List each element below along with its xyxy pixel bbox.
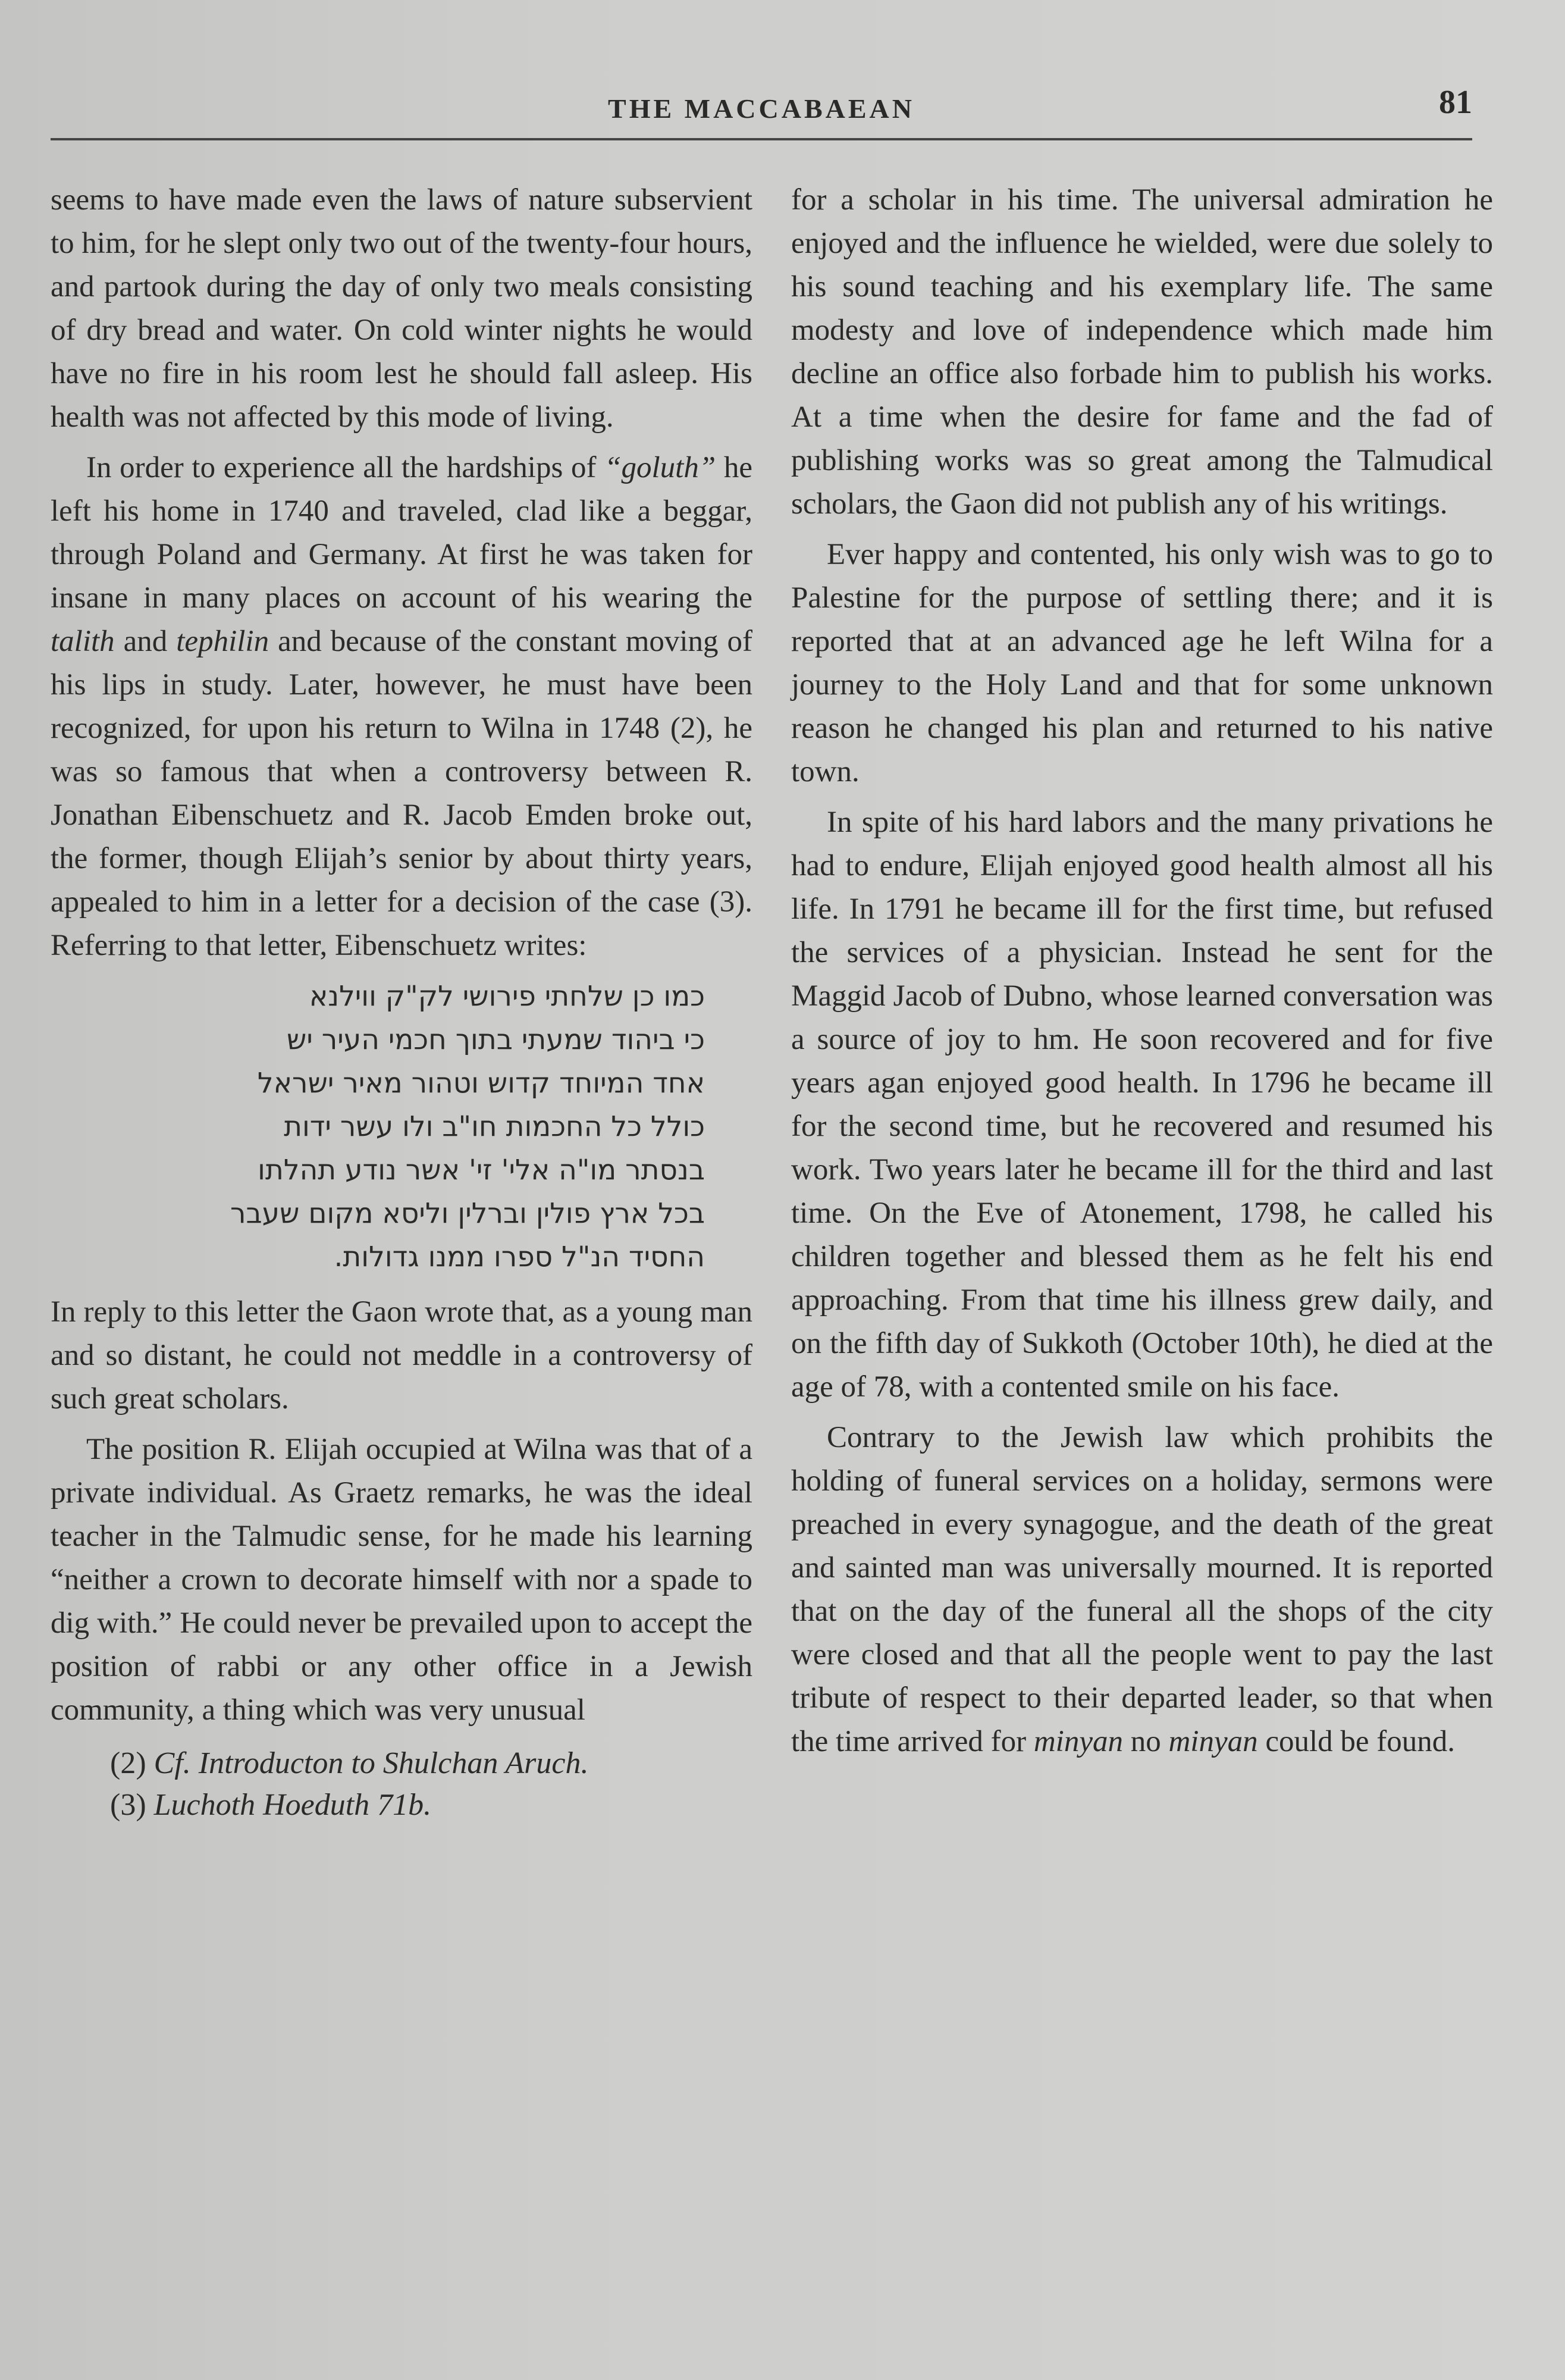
footnote-3 [110,1784,752,1826]
hebrew-line: החסיד הנ"ל ספרו ממנו גדולות. [334,1241,705,1273]
paragraph: In spite of his hard labors and the many privations he had to endure, Elijah enjoyed good health almost all his life. In 1791 he became ill for the first time, but refused the services of a physician. Instead he sent for the Maggid Jacob of Dubno, whose learned conversation was a source of joy to hm. He soon recovered and for five years agan enjoyed good health. In 1796 he became ill for the second time, but he recovered and resumed his work. Two years later he became ill for the third and last time. On the Eve of Atonement, 1798, he called his children together and blessed them as he felt his end approaching. From that time his illness grew daily, and on the fifth day of Sukkoth (October 10th), he died at the age of 78, with a contented smile on his face. [791,806,1493,1404]
italic-term-tephilin: tephilin [176,625,269,658]
hebrew-quotation [98,975,705,1279]
text-run: In order to experience all the hardships of [86,451,605,484]
paragraph [791,1416,1493,1764]
text-run: could be found. [1257,1725,1456,1758]
hebrew-line: בכל ארץ פולין וברלין וליסא מקום שעבר [230,1197,705,1230]
paragraph: In reply to this letter the Gaon wrote that, as a young man and so distant, he could not meddle in a controversy of such great scholars. [51,1295,752,1416]
footnote-2 [110,1743,752,1784]
paragraph: for a scholar in his time. The universal admiration he enjoyed and the influence he wielded, were due solely to his sound teaching and his exemplary life. The same modesty and love of independence which made him decline an office also forbade him to publish his works. At a time when the desire for fame and the fad of publishing works was so great among the Talmudical scholars, the Gaon did not publish any of his writings. [791,183,1493,521]
paragraph [51,446,752,967]
text-run: Contrary to the Jewish law which prohibits the holding of funeral services on a holiday, sermons were preached in every synagogue, and the death of the great and sainted man was universally mourned. It is reported that on the day of the funeral all the shops of the city were closed and that all the people went to pay the last tribute of respect to their departed leader, so that when the time arrived for [791,1421,1493,1758]
paragraph: Ever happy and contented, his only wish was to go to Palestine for the purpose of settling there; and it is reported that at an advanced age he left Wilna for a journey to the Holy Land and that for some unknown reason he changed his plan and returned to his native town. [791,538,1493,788]
footnotes [51,1743,752,1826]
running-title: THE MACCABAEAN [608,93,915,124]
footnote-text: Luchoth Hoeduth 71b. [153,1788,432,1822]
paragraph: The position R. Elijah occupied at Wilna was that of a private individual. As Graetz remarks, he was the ideal teacher in the Talmudic sense, for he made his learning “neither a crown to decorate himself with nor a spade to dig with.” He could never be prevailed upon to accept the position of rabbi or any other office in a Jewish community, a thing which was very unusual [51,1433,752,1727]
paragraph: seems to have made even the laws of nature subservient to him, for he slept only two out of the twenty-four hours, and partook during the day of only two meals consisting of dry bread and water. On cold winter nights he would have no fire in his room lest he should fall asleep. His health was not affected by this mode of living. [51,183,752,434]
header-rule [51,138,1472,140]
italic-term-talith: talith [51,625,115,658]
italic-term-minyan: minyan [1033,1725,1123,1758]
footnote-number: (3) [110,1788,146,1822]
italic-term-goluth: “goluth” [604,451,716,484]
page-number: 81 [1439,84,1472,121]
footnote-text: Cf. Introducton to Shulchan Aruch. [153,1746,589,1780]
hebrew-line: אחד המיוחד קדוש וטהור מאיר ישראל [257,1067,705,1100]
text-run: no [1122,1725,1169,1758]
text-run: and [114,625,177,658]
hebrew-line: כולל כל החכמות חו"ב ולו עשר ידות [284,1110,705,1143]
hebrew-line: כי ביהוד שמעתי בתוך חכמי העיר יש [287,1023,705,1056]
italic-term-minyan: minyan [1168,1725,1258,1758]
text-run: and because of the constant moving of his lips in study. Later, however, he must have been recognized, for upon his return to Wilna in 1748 (2), he was so famous that when a controversy between R. Jonathan Eibenschuetz and R. Jacob Emden broke out, the former, though Elijah’s senior by about thirty years, appealed to him in a letter for a decision of the case (3). Referring to that letter, Eibenschuetz writes: [51,625,752,962]
right-column [791,178,1493,1771]
text-run: he left his home in 1740 and traveled, clad like a beggar, through Poland and Germany. At first he was taken for insane in many places on account of his wearing the [51,451,752,615]
footnote-number: (2) [110,1746,146,1780]
left-column [51,178,752,1826]
hebrew-line: כמו כן שלחתי פירושי לק"ק ווילנא [309,980,705,1013]
hebrew-line: בנסתר מו"ה אלי' זי' אשר נודע תהלתו [258,1154,705,1186]
page-header [51,83,1472,137]
